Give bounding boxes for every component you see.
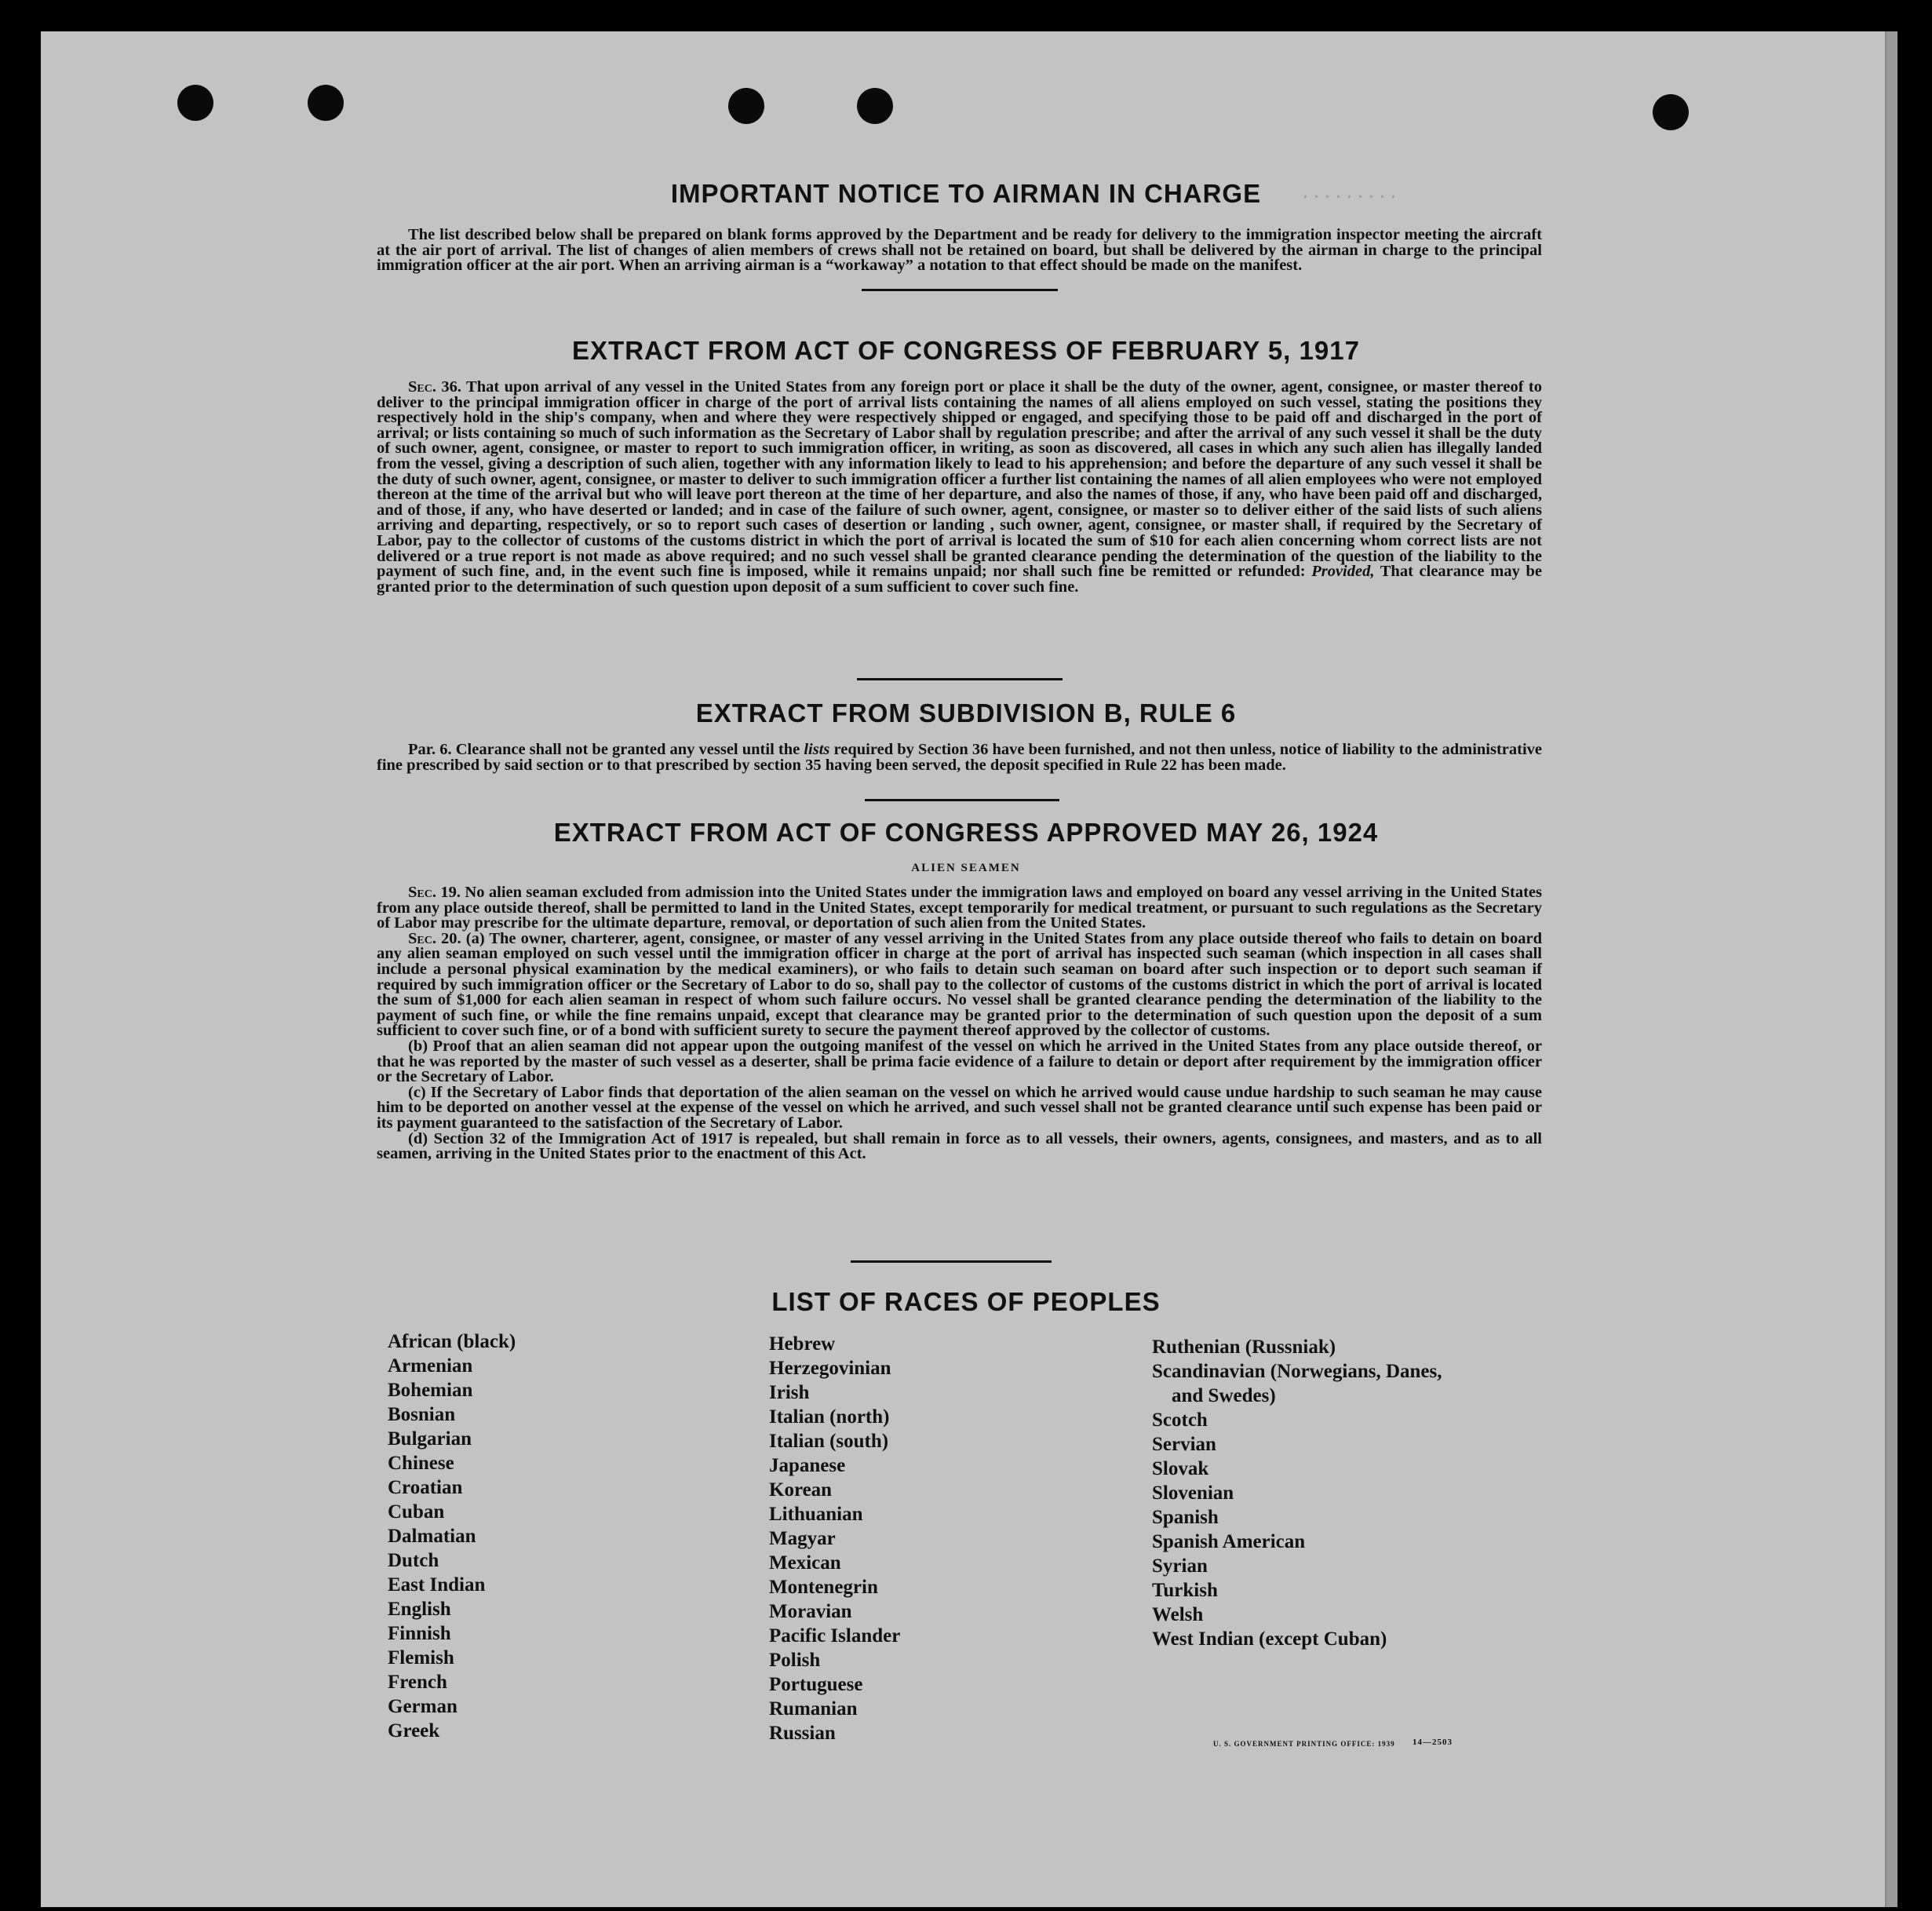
race-item: Chinese xyxy=(388,1453,454,1474)
race-item: and Swedes) xyxy=(1152,1385,1276,1406)
race-item: Japanese xyxy=(769,1455,846,1476)
rule6-text-after: required by Section 36 have been furnished, and not then unless, notice of liability to the administrative fine prescribed by said section or to that prescribed by section 35 having been served, the deposit specified in Rule 22 has been made. xyxy=(377,741,1543,774)
race-item: Scotch xyxy=(1152,1410,1208,1431)
sec36-paragraph xyxy=(377,380,1542,595)
printer-imprint: U. S. GOVERNMENT PRINTING OFFICE: 1939 xyxy=(1213,1740,1395,1748)
act1917-title: EXTRACT FROM ACT OF CONGRESS OF FEBRUARY 5, 1917 xyxy=(572,336,1360,365)
divider-4 xyxy=(851,1260,1052,1263)
notice-title: IMPORTANT NOTICE TO AIRMAN IN CHARGE xyxy=(670,179,1262,208)
rule6-section xyxy=(377,742,1542,773)
sec19-paragraph xyxy=(377,885,1542,932)
race-item: Magyar xyxy=(769,1528,836,1549)
punch-hole-4 xyxy=(857,88,893,124)
punch-hole-2 xyxy=(308,85,344,121)
sheet-edge xyxy=(1886,31,1897,1907)
race-item: Hebrew xyxy=(769,1333,836,1355)
race-item: Bulgarian xyxy=(388,1428,472,1450)
sec20-label: Sec. 20. xyxy=(408,929,461,947)
race-item: Korean xyxy=(769,1479,833,1501)
race-item: Slovenian xyxy=(1152,1482,1234,1504)
race-item: Lithuanian xyxy=(769,1504,863,1525)
sec36-provided: Provided, xyxy=(1311,563,1375,581)
sec20b-paragraph: (b) Proof that an alien seaman did not appear upon the outgoing manifest of the vessel on which he arrived in the United States from any place outside thereof, or that he was reported by the master of such vessel as a deserter, shall be prima facie evidence of a failure to detain or deport after requirement by the immigration officer or the Secretary of Labor. xyxy=(377,1037,1542,1086)
act1924-subtitle: ALIEN SEAMEN xyxy=(911,862,1021,874)
form-number: 14—2503 xyxy=(1413,1738,1453,1747)
race-item: Montenegrin xyxy=(769,1577,878,1598)
races-title: LIST OF RACES OF PEOPLES xyxy=(771,1287,1161,1316)
sec20c-paragraph: (c) If the Secretary of Labor finds that deportation of the alien seaman on the vessel on which he arrived would cause undue hardship to such seaman he may cause him to be deported on another vessel at the expense of the vessel on which he arrived, and such vessel shall not be granted clearance until such expense has been paid or its payment guaranteed to the satisfaction of the Secretary of Labor. xyxy=(377,1083,1542,1132)
race-item: Spanish xyxy=(1152,1507,1219,1528)
race-item: Moravian xyxy=(769,1601,852,1622)
sec36-text: That upon arrival of any vessel in the United States from any foreign port or place it shall be the duty of the owner, agent, consignee, or master thereof to deliver to the principal immigration officer in charge of the port of arrival lists containing the names of all aliens employed on such vessel, stating the positions they respectively hold in the ship's company, when and where they were respectively shipped or engaged, and specifying those to be paid off and discharged in the port of arrival; or lists containing so much of such information as the Secretary of Labor shall by regulation prescribe; and after the arrival of any such vessel it shall be the duty of such owner, agent, consignee, or master to report to such immigration officer, in writing, as soon as discovered, all cases in which any such alien has illegally landed from the vessel, giving a description of such alien, together with any information likely to lead to his apprehension; and before the departure of any such vessel it shall be the duty of such owner, agent, consignee, or master to deliver to such immigration officer a further list containing the names of all alien employees who were not employed thereon at the time of the arrival but who will leave port thereon at the time of her departure, and also the names of those, if any, who have been paid off and discharged, and of those, if any, who have deserted or landed; and in case of the failure of such owner, agent, consignee, or master so to deliver either of the said lists of such aliens arriving and departing, respectively, or so to report such cases of desertion or landing , such owner, agent, consignee, or master shall, if required by the Secretary of Labor, pay to the collector of customs of the customs district in which the port of arrival is located the sum of $10 for each alien concerning whom correct lists are not delivered or a true report is not made as above required; and no such vessel shall be granted clearance pending the determination of the question of the liability to the payment of such fine, and, in the event such fine is imposed, while it remains unpaid; nor shall such fine be remitted or refunded: xyxy=(377,378,1542,581)
race-item: Croatian xyxy=(388,1477,463,1498)
race-item: Irish xyxy=(769,1382,810,1403)
sec36-label: Sec. 36. xyxy=(408,378,462,396)
race-item: Bohemian xyxy=(388,1380,473,1401)
sec20a-paragraph xyxy=(377,929,1542,1040)
race-item: Mexican xyxy=(769,1552,841,1574)
race-item: Spanish American xyxy=(1152,1531,1306,1552)
race-item: Italian (south) xyxy=(769,1431,889,1452)
race-item: Slovak xyxy=(1152,1458,1209,1479)
race-item: Flemish xyxy=(388,1647,454,1668)
race-item: Bosnian xyxy=(388,1404,456,1425)
race-item: African (black) xyxy=(388,1331,516,1352)
race-item: Turkish xyxy=(1152,1580,1218,1601)
sec36-tail: That clearance may be granted prior to the determination of such question upon deposit of a sum sufficient to cover such fine. xyxy=(377,563,1542,596)
race-item: English xyxy=(388,1599,451,1620)
race-item: Dalmatian xyxy=(388,1526,476,1547)
race-item: German xyxy=(388,1696,457,1717)
race-item: Rumanian xyxy=(769,1698,858,1720)
race-item: Syrian xyxy=(1152,1555,1208,1577)
race-item: Welsh xyxy=(1152,1604,1204,1625)
sec19-text: No alien seaman excluded from admission into the United States under the immigration laws and employed on board any vessel arriving in the United States from any place outside thereof, shall be permitted to land in the United States, except temporarily for medical treatment, or pursuant to such regulations as the Secretary of Labor may prescribe for the ultimate departure, removal, or deportation of such alien from the United States. xyxy=(377,884,1543,932)
race-item: Russian xyxy=(769,1723,836,1744)
punch-hole-1 xyxy=(177,85,213,121)
races-column-2 xyxy=(769,1332,900,1745)
race-item: Greek xyxy=(388,1720,440,1741)
notice-text: The list described below shall be prepared on blank forms approved by the Department and be ready for delivery to the immigration inspector meeting the aircraft at the air port of arrival. The list of changes of alien members of crews shall not be retained on board, but shall be delivered by the airman in charge to the principal immigration officer at the air port. When an arriving airman is a “workaway” a notation to that effect should be made on the manifest. xyxy=(377,226,1542,275)
sec20a-text: (a) The owner, charterer, agent, consignee, or master of any vessel arriving in the United States from any place outside thereof who fails to detain on board any alien seaman employed on such vessel until the immigration officer in charge at the port of arrival has inspected such seaman (which inspection in all cases shall include a personal physical examination by the medical examiners), or who fails to detain such seaman on board after such inspection or to deport such seaman if required by such immigration officer or the Secretary of Labor to do so, shall pay to the collector of customs of the customs district in which the port of arrival is located the sum of $1,000 for each alien seaman in respect of whom such failure occurs. No vessel shall be granted clearance pending the determination of the liability to the payment of such fine, or while the fine remains unpaid, except that clearance may be granted prior to the determination of such question upon the deposit of a sum sufficient to cover such fine, or of a bond with sufficient surety to secure the payment thereof approved by the collector of customs. xyxy=(377,929,1542,1040)
punch-hole-3 xyxy=(728,88,764,124)
race-item: Pacific Islander xyxy=(769,1625,901,1647)
rule6-paragraph xyxy=(377,742,1542,773)
race-item: Servian xyxy=(1152,1434,1216,1455)
race-item: Portuguese xyxy=(769,1674,863,1695)
races-column-3 xyxy=(1152,1335,1442,1651)
races-column-1 xyxy=(388,1329,516,1743)
rule6-text-before: Par. 6. Clearance shall not be granted any vessel until the xyxy=(408,741,800,758)
sec20d-paragraph: (d) Section 32 of the Immigration Act of 1917 is repealed, but shall remain in force as to all vessels, their owners, agents, consignees, and masters, and as to all seamen, arriving in the United States prior to the enactment of this Act. xyxy=(377,1129,1542,1163)
sec19-label: Sec. 19. xyxy=(408,884,461,901)
act1924-title: EXTRACT FROM ACT OF CONGRESS APPROVED MAY 26, 1924 xyxy=(553,818,1379,847)
divider-2 xyxy=(857,678,1063,680)
divider-3 xyxy=(865,799,1059,801)
bleed-through-header: . . . . . . . . . xyxy=(1303,179,1396,203)
race-item: East Indian xyxy=(388,1574,486,1596)
race-item: West Indian (except Cuban) xyxy=(1152,1628,1387,1650)
act1924-section xyxy=(377,885,1542,1162)
race-item: Dutch xyxy=(388,1550,439,1571)
act1917-section xyxy=(377,380,1542,595)
race-item: Finnish xyxy=(388,1623,451,1644)
race-item: Italian (north) xyxy=(769,1406,890,1428)
divider-1 xyxy=(862,289,1058,291)
punch-hole-5 xyxy=(1653,94,1689,130)
race-item: French xyxy=(388,1672,447,1693)
notice-body xyxy=(377,228,1542,274)
race-item: Armenian xyxy=(388,1355,473,1377)
race-item: Scandinavian (Norwegians, Danes, xyxy=(1152,1361,1442,1382)
rule6-title: EXTRACT FROM SUBDIVISION B, RULE 6 xyxy=(695,698,1237,728)
rule6-lists: lists xyxy=(804,741,830,758)
race-item: Ruthenian (Russniak) xyxy=(1152,1337,1336,1358)
race-item: Cuban xyxy=(388,1501,445,1523)
race-item: Polish xyxy=(769,1650,821,1671)
race-item: Herzegovinian xyxy=(769,1358,891,1379)
